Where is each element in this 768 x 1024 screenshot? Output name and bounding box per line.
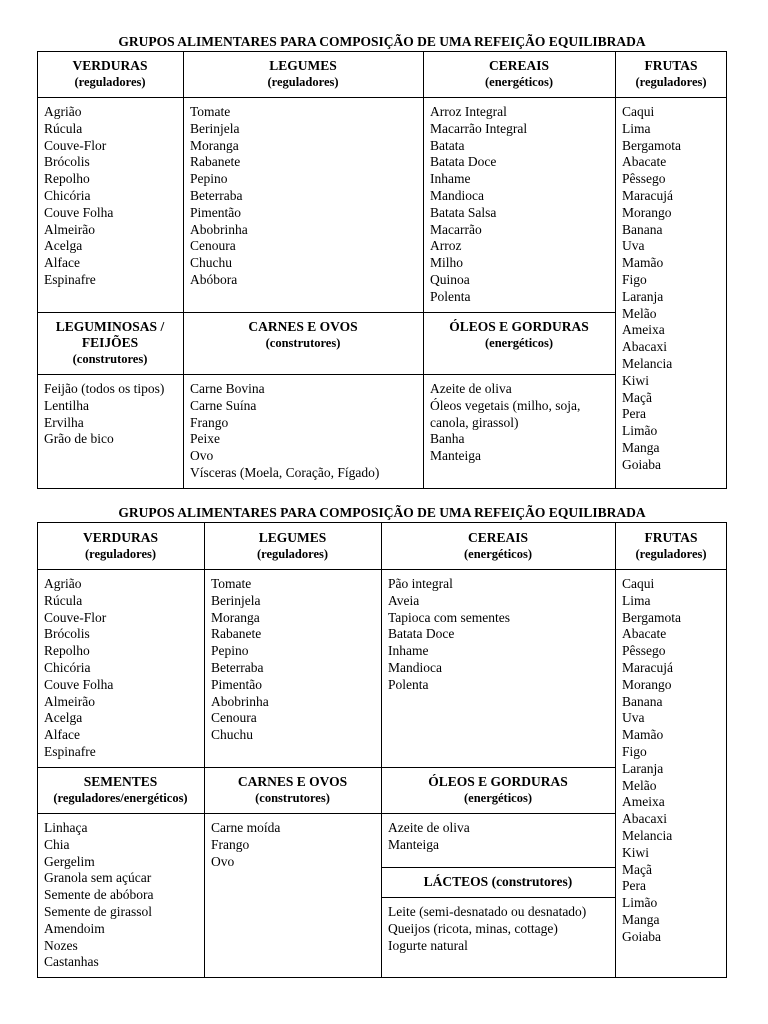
list-item: Leite (semi-desnatado ou desnatado) [388,904,587,919]
table2-oleos-header [381,774,615,806]
list-item: Rabanete [211,626,262,642]
list-item: Abacaxi [622,811,667,827]
list-item: Tapioca com sementes [388,609,511,625]
table1-carnes-header [183,319,423,351]
list-item: Grão de bico [44,431,114,447]
table1-cereais-title: CEREAIS [488,58,550,73]
list-item: Almeirão [44,693,95,709]
table2-legumes-title: LEGUMES [258,530,327,545]
list-item: Castanhas [44,954,99,970]
list-item: Figo [622,271,647,287]
list-item: Maracujá [622,659,673,675]
list-item: Caqui [622,576,655,591]
list-item: Polenta [388,676,429,692]
table2-oleos-subtitle: (energéticos) [463,791,533,805]
list-item: Manteiga [388,836,439,852]
list-item: Azeite de oliva [388,820,470,835]
table1-leguminosas-subtitle: (construtores) [72,352,148,366]
list-item: Gergelim [44,853,95,869]
table2-lacteos-list [388,904,610,954]
list-item: Inhame [388,643,429,659]
table2-cereais-list [388,576,610,694]
list-item: Agrião [44,104,82,119]
table1-verduras-subtitle: (reguladores) [74,75,146,89]
table1-rule [37,374,616,375]
table2-frutas-subtitle: (reguladores) [635,547,707,561]
table1-legumes-title: LEGUMES [269,58,337,73]
list-item: Milho [430,255,464,271]
table2-legumes-subtitle: (reguladores) [256,547,329,561]
list-item: Arroz Integral [430,104,507,119]
list-item: Caqui [622,104,655,119]
table1-cereais-list [430,104,610,306]
list-item: Ameixa [622,322,665,338]
list-item: Abacate [622,626,667,642]
list-item: Abóbora [190,271,238,287]
list-item: Manga [622,439,660,455]
table2-rule [381,867,616,868]
table1-frutas-list [622,104,722,474]
list-item: Chicória [44,187,91,203]
table2-legumes-list [211,576,376,744]
list-item: Pêssego [622,643,666,659]
table2-rule [37,569,727,570]
list-item: Pimentão [211,676,262,692]
list-item: Inhame [430,171,471,187]
list-item: Lima [622,592,651,608]
list-item: Agrião [44,576,82,591]
list-item: Cenoura [190,238,236,254]
table2-frutas-header [615,530,727,562]
list-item: Polenta [430,288,471,304]
list-item: Maçã [622,861,652,877]
table1-oleos-title: ÓLEOS E GORDURAS [449,319,589,334]
list-item: Ovo [211,853,235,869]
table1-carnes-title: CARNES E OVOS [248,319,358,334]
list-item: Abacate [622,154,667,170]
list-item: Arroz [430,238,462,254]
table1-leguminosas-list [44,381,177,448]
list-item: Morango [622,204,672,220]
table2-rule [204,522,205,978]
list-item: Rúcula [44,592,83,608]
table2-rule [615,522,616,978]
list-item: Goiaba [622,928,661,944]
table2-legumes-header [204,530,381,562]
list-item: Batata Doce [388,626,455,642]
table1-cereais-subtitle: (energéticos) [484,75,554,89]
list-item: Batata Doce [430,154,497,170]
list-item: Mandioca [388,659,442,675]
list-item: Vísceras (Moela, Coração, Fígado) [190,464,380,480]
list-item: Beterraba [211,659,264,675]
list-item: Couve Folha [44,204,114,220]
table1-legumes-list [190,104,418,289]
table2-rule [381,522,382,978]
list-item: Berinjela [211,592,261,608]
list-item: Brócolis [44,154,90,170]
list-item: Couve Folha [44,676,114,692]
list-item: Ervilha [44,414,84,430]
list-item: Couve-Flor [44,137,107,153]
table1-rule [615,51,616,489]
list-item: Moranga [190,137,239,153]
table2-cereais-header [381,530,615,562]
list-item: Maracujá [622,187,673,203]
table2-sementes-list [44,820,199,971]
table1-title: GRUPOS ALIMENTARES PARA COMPOSIÇÃO DE UMA REFEIÇÃO EQUILIBRADA [118,34,646,49]
list-item: Melancia [622,827,673,843]
list-item: Cenoura [211,710,257,726]
list-item: Lima [622,120,651,136]
list-item: Chuchu [190,255,232,271]
list-item: Semente de abóbora [44,887,154,903]
list-item: Bergamota [622,609,681,625]
table2-cereais-subtitle: (energéticos) [463,547,533,561]
table1-cereais-header [423,58,615,90]
table1-rule [37,97,727,98]
list-item: Pepino [211,643,249,659]
list-item: Frango [190,414,229,430]
list-item: Óleos vegetais (milho, soja, canola, girassol) [430,397,581,430]
list-item: Carne Bovina [190,381,265,396]
table2-frutas-title: FRUTAS [644,530,698,545]
table2-title: GRUPOS ALIMENTARES PARA COMPOSIÇÃO DE UMA REFEIÇÃO EQUILIBRADA [118,505,646,520]
list-item: Goiaba [622,456,661,472]
list-item: Melão [622,777,657,793]
table1-rule [183,51,184,489]
table2-verduras-list [44,576,199,761]
table2-sementes-title: SEMENTES [83,774,158,789]
list-item: Banana [622,221,663,237]
table1-verduras-list [44,104,178,289]
table1-frutas-subtitle: (reguladores) [635,75,707,89]
list-item: Acelga [44,238,83,254]
list-item: Aveia [388,592,420,608]
list-item: Pera [622,406,646,422]
list-item: Melancia [622,355,673,371]
list-item: Melão [622,305,657,321]
list-item: Pepino [190,171,228,187]
list-item: Kiwi [622,844,649,860]
list-item: Brócolis [44,626,90,642]
list-item: Pão integral [388,576,453,591]
list-item: Banha [430,431,465,447]
list-item: Amendoim [44,920,105,936]
table1-oleos-subtitle: (energéticos) [484,336,554,350]
list-item: Limão [622,895,658,911]
table2-oleos-title: ÓLEOS E GORDURAS [428,774,568,789]
list-item: Laranja [622,288,664,304]
table1-verduras-header [37,58,183,90]
table2-oleos-list [388,820,610,854]
list-item: Iogurte natural [388,937,468,953]
table1-oleos-header [423,319,615,351]
list-item: Abobrinha [211,693,269,709]
list-item: Banana [622,693,663,709]
list-item: Quinoa [430,271,470,287]
list-item: Frango [211,836,250,852]
list-item: Rabanete [190,154,241,170]
list-item: Mamão [622,255,664,271]
table1-legumes-subtitle: (reguladores) [267,75,339,89]
list-item: Rúcula [44,120,83,136]
list-item: Espinafre [44,743,96,759]
table2-carnes-subtitle: (construtores) [255,791,330,805]
list-item: Nozes [44,937,78,953]
table1-leguminosas-title-line2: FEIJÕES [81,335,139,350]
list-item: Beterraba [190,187,243,203]
list-item: Uva [622,710,645,726]
list-item: Macarrão Integral [430,120,528,136]
list-item: Ameixa [622,794,665,810]
list-item: Macarrão [430,221,482,237]
table2-lacteos-title: LÁCTEOS (construtores) [423,874,573,889]
list-item: Linhaça [44,820,88,835]
list-item: Kiwi [622,372,649,388]
table1-frutas-header [615,58,727,90]
list-item: Laranja [622,760,664,776]
table1-carnes-subtitle: (construtores) [265,336,341,350]
list-item: Figo [622,743,647,759]
table2-carnes-list [211,820,376,870]
table2-sementes-subtitle: (reguladores/energéticos) [53,791,188,805]
list-item: Alface [44,255,80,271]
list-item: Chia [44,836,70,852]
list-item: Carne Suína [190,397,257,413]
list-item: Pimentão [190,204,241,220]
table1-oleos-list [430,381,610,465]
list-item: Abacaxi [622,339,667,355]
table2-rule [381,897,616,898]
table2-rule [37,767,616,768]
list-item: Semente de girassol [44,903,152,919]
list-item: Mandioca [430,187,484,203]
list-item: Lentilha [44,397,89,413]
list-item: Repolho [44,643,90,659]
list-item: Abobrinha [190,221,248,237]
table2-cereais-title: CEREAIS [467,530,529,545]
list-item: Moranga [211,609,260,625]
list-item: Mamão [622,727,664,743]
list-item: Pêssego [622,171,666,187]
table2-carnes-header [204,774,381,806]
table2-verduras-header [37,530,204,562]
list-item: Morango [622,676,672,692]
list-item: Uva [622,238,645,254]
table1-frutas-title: FRUTAS [644,58,698,73]
list-item: Azeite de oliva [430,381,512,396]
list-item: Bergamota [622,137,681,153]
list-item: Pera [622,878,646,894]
table2-carnes-title: CARNES E OVOS [237,774,348,789]
list-item: Granola sem açúcar [44,870,152,886]
list-item: Repolho [44,171,90,187]
table2-verduras-title: VERDURAS [82,530,158,545]
table2-sementes-header [37,774,204,806]
list-item: Feijão (todos os tipos) [44,381,165,396]
list-item: Manteiga [430,448,481,464]
list-item: Berinjela [190,120,240,136]
list-item: Batata [430,137,465,153]
list-item: Tomate [211,576,252,591]
table2-rule [37,813,616,814]
list-item: Chuchu [211,727,253,743]
list-item: Acelga [44,710,83,726]
table1-rule [37,312,616,313]
table1-legumes-header [183,58,423,90]
list-item: Ovo [190,448,214,464]
table2-lacteos-header [381,874,615,890]
list-item: Maçã [622,389,652,405]
table1-leguminosas-title-line1: LEGUMINOSAS / [55,319,165,334]
list-item: Batata Salsa [430,204,497,220]
list-item: Chicória [44,659,91,675]
table2-frutas-list [622,576,722,946]
table2-verduras-subtitle: (reguladores) [84,547,157,561]
list-item: Espinafre [44,271,96,287]
list-item: Peixe [190,431,220,447]
list-item: Couve-Flor [44,609,107,625]
list-item: Limão [622,423,658,439]
table1-leguminosas-header [37,319,183,367]
list-item: Queijos (ricota, minas, cottage) [388,920,558,936]
list-item: Carne moída [211,820,281,835]
table1-rule [423,51,424,489]
list-item: Almeirão [44,221,95,237]
list-item: Tomate [190,104,231,119]
list-item: Alface [44,727,80,743]
table1-verduras-title: VERDURAS [72,58,148,73]
list-item: Manga [622,911,660,927]
table1-carnes-list [190,381,418,482]
